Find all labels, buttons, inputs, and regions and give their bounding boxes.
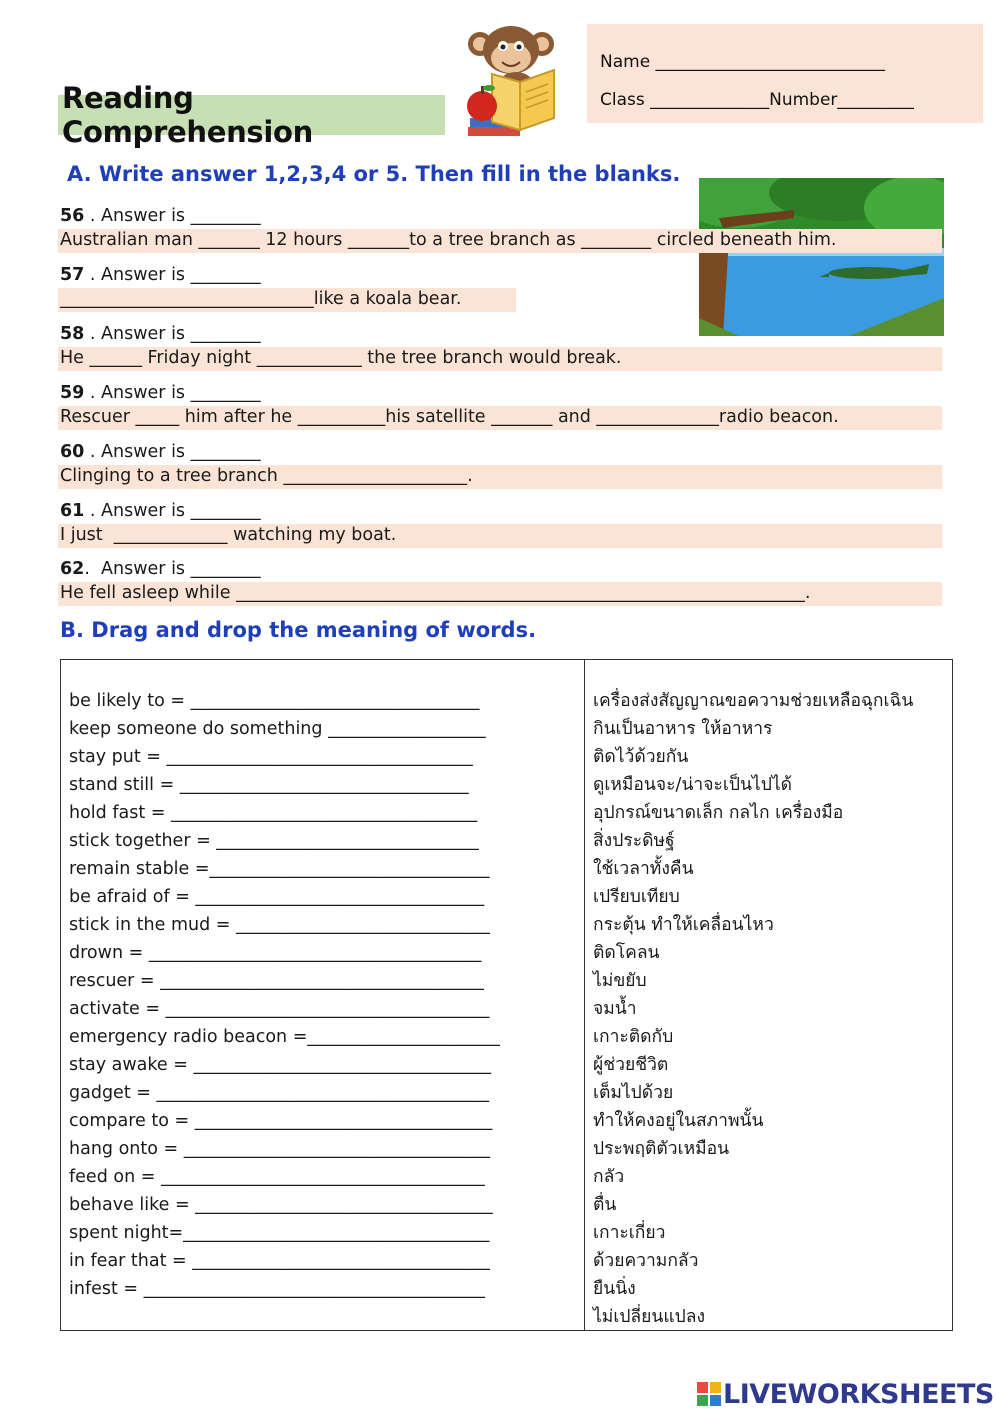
question-number: 58	[60, 324, 85, 344]
draggable-meaning[interactable]: กินเป็นอาหาร ให้อาหาร	[593, 719, 773, 739]
term-drop-target[interactable]: stand still = _________________________________	[69, 775, 469, 795]
student-info-box	[587, 24, 983, 123]
draggable-meaning[interactable]: ยืนนิ่ง	[593, 1279, 636, 1299]
term-drop-target[interactable]: hang onto = ___________________________________	[69, 1139, 490, 1159]
term-drop-target[interactable]: remain stable =________________________________	[69, 859, 490, 879]
draggable-meaning[interactable]: อุปกรณ์ขนาดเล็ก กลไก เครื่องมือ	[593, 803, 844, 823]
question-59-fill[interactable]: Rescuer _____ him after he __________his satellite _______ and ______________radio beacon.	[60, 407, 839, 427]
draggable-meaning[interactable]: เต็มไปด้วย	[593, 1083, 674, 1103]
question-58-answer[interactable]	[60, 324, 261, 344]
question-57-answer[interactable]	[60, 265, 261, 285]
term-drop-target[interactable]: be afraid of = _________________________________	[69, 887, 485, 907]
draggable-meaning[interactable]: ดูเหมือนจะ/น่าจะเป็นไปได้	[593, 775, 793, 795]
draggable-meaning[interactable]: เกาะติดกับ	[593, 1027, 674, 1047]
term-drop-target[interactable]: feed on = _____________________________________	[69, 1167, 485, 1187]
table-divider	[584, 659, 585, 1331]
answer-blank: . Answer is ________	[84, 324, 261, 344]
question-61-fill[interactable]: I just _____________ watching my boat.	[60, 525, 397, 545]
class-number-field-line[interactable]: Class ______________Number_________	[600, 90, 914, 110]
section-b-heading: B. Drag and drop the meaning of words.	[60, 618, 537, 642]
draggable-meaning[interactable]: สิ่งประดิษฐ์	[593, 831, 675, 851]
term-drop-target[interactable]: stick together = ______________________________	[69, 831, 479, 851]
draggable-meaning[interactable]: เปรียบเทียบ	[593, 887, 680, 907]
draggable-meaning[interactable]: ด้วยความกลัว	[593, 1251, 699, 1271]
question-number: 57	[60, 265, 85, 285]
draggable-meaning[interactable]: จมน้ำ	[593, 999, 637, 1019]
draggable-meaning[interactable]: ติดไว้ด้วยกัน	[593, 747, 689, 767]
term-drop-target[interactable]: hold fast = ___________________________________	[69, 803, 478, 823]
draggable-meaning[interactable]: กระตุ้น ทำให้เคลื่อนไหว	[593, 915, 774, 935]
liveworksheets-logo-icon	[697, 1382, 721, 1406]
question-57-fill[interactable]: _____________________________like a koala bear.	[60, 289, 462, 309]
term-drop-target[interactable]: activate = _____________________________________	[69, 999, 490, 1019]
draggable-meaning[interactable]: ประพฤติตัวเหมือน	[593, 1139, 730, 1159]
draggable-meaning[interactable]: เกาะเกี่ยว	[593, 1223, 666, 1243]
draggable-meaning[interactable]: ติดโคลน	[593, 943, 660, 963]
terms-column	[69, 690, 579, 1310]
term-drop-target[interactable]: be likely to = _________________________________	[69, 691, 480, 711]
term-drop-target[interactable]: drown = ______________________________________	[69, 943, 482, 963]
draggable-meaning[interactable]: ผู้ช่วยชีวิต	[593, 1055, 669, 1075]
river-crocodile-picture	[699, 178, 944, 336]
logo-wordmark: LIVEWORKSHEETS	[723, 1378, 994, 1410]
section-a-heading: A. Write answer 1,2,3,4 or 5. Then fill in the blanks.	[67, 162, 681, 186]
answer-blank: . Answer is ________	[84, 442, 261, 462]
title-banner	[58, 81, 445, 149]
question-58-fill[interactable]: He ______ Friday night ____________ the tree branch would break.	[60, 348, 622, 368]
answer-blank: . Answer is ________	[84, 206, 261, 226]
draggable-meaning[interactable]: ไม่เปลี่ยนแปลง	[593, 1307, 706, 1327]
term-drop-target[interactable]: compare to = __________________________________	[69, 1111, 493, 1131]
answer-blank: . Answer is ________	[84, 501, 261, 521]
draggable-meaning[interactable]: ใช้เวลาทั้งคืน	[593, 859, 694, 879]
page-title: Reading Comprehension	[62, 81, 313, 149]
question-61-answer[interactable]	[60, 501, 261, 521]
question-number: 60	[60, 442, 85, 462]
draggable-meaning[interactable]: ทำให้คงอยู่ในสภาพนั้น	[593, 1111, 764, 1131]
draggable-meaning[interactable]: กลัว	[593, 1167, 625, 1187]
term-drop-target[interactable]: rescuer = _____________________________________	[69, 971, 484, 991]
meanings-column	[593, 690, 948, 1330]
question-number: 62	[60, 559, 85, 579]
draggable-meaning[interactable]: ไม่ขยับ	[593, 971, 647, 991]
question-56-answer[interactable]	[60, 206, 261, 226]
draggable-meaning[interactable]: ตื่น	[593, 1195, 617, 1215]
question-number: 56	[60, 206, 85, 226]
question-number: 59	[60, 383, 85, 403]
question-56-fill[interactable]: Australian man _______ 12 hours _______to a tree branch as ________ circled beneath him.	[60, 230, 837, 250]
term-drop-target[interactable]: gadget = ______________________________________	[69, 1083, 489, 1103]
question-62-fill[interactable]: He fell asleep while _________________________________________________________________.	[60, 583, 811, 603]
liveworksheets-logo	[697, 1378, 994, 1410]
question-60-fill[interactable]: Clinging to a tree branch _____________________.	[60, 466, 473, 486]
term-drop-target[interactable]: behave like = __________________________________	[69, 1195, 493, 1215]
monkey-reading-illustration	[462, 22, 574, 138]
term-drop-target[interactable]: in fear that = __________________________________	[69, 1251, 490, 1271]
question-number: 61	[60, 501, 85, 521]
term-drop-target[interactable]: keep someone do something __________________	[69, 719, 486, 739]
term-drop-target[interactable]: stay awake = __________________________________	[69, 1055, 491, 1075]
question-60-answer[interactable]	[60, 442, 261, 462]
term-drop-target[interactable]: emergency radio beacon =______________________	[69, 1027, 500, 1047]
answer-blank: . Answer is ________	[84, 559, 261, 579]
question-62-answer[interactable]	[60, 559, 261, 579]
answer-blank: . Answer is ________	[84, 265, 261, 285]
question-59-answer[interactable]	[60, 383, 261, 403]
name-field-line[interactable]: Name ___________________________	[600, 52, 886, 72]
term-drop-target[interactable]: spent night=___________________________________	[69, 1223, 490, 1243]
term-drop-target[interactable]: stick in the mud = _____________________________	[69, 915, 490, 935]
draggable-meaning[interactable]: เครื่องส่งสัญญาณขอความช่วยเหลือฉุกเฉิน	[593, 691, 914, 711]
term-drop-target[interactable]: stay put = ___________________________________	[69, 747, 473, 767]
term-drop-target[interactable]: infest = _______________________________________	[69, 1279, 485, 1299]
answer-blank: . Answer is ________	[84, 383, 261, 403]
